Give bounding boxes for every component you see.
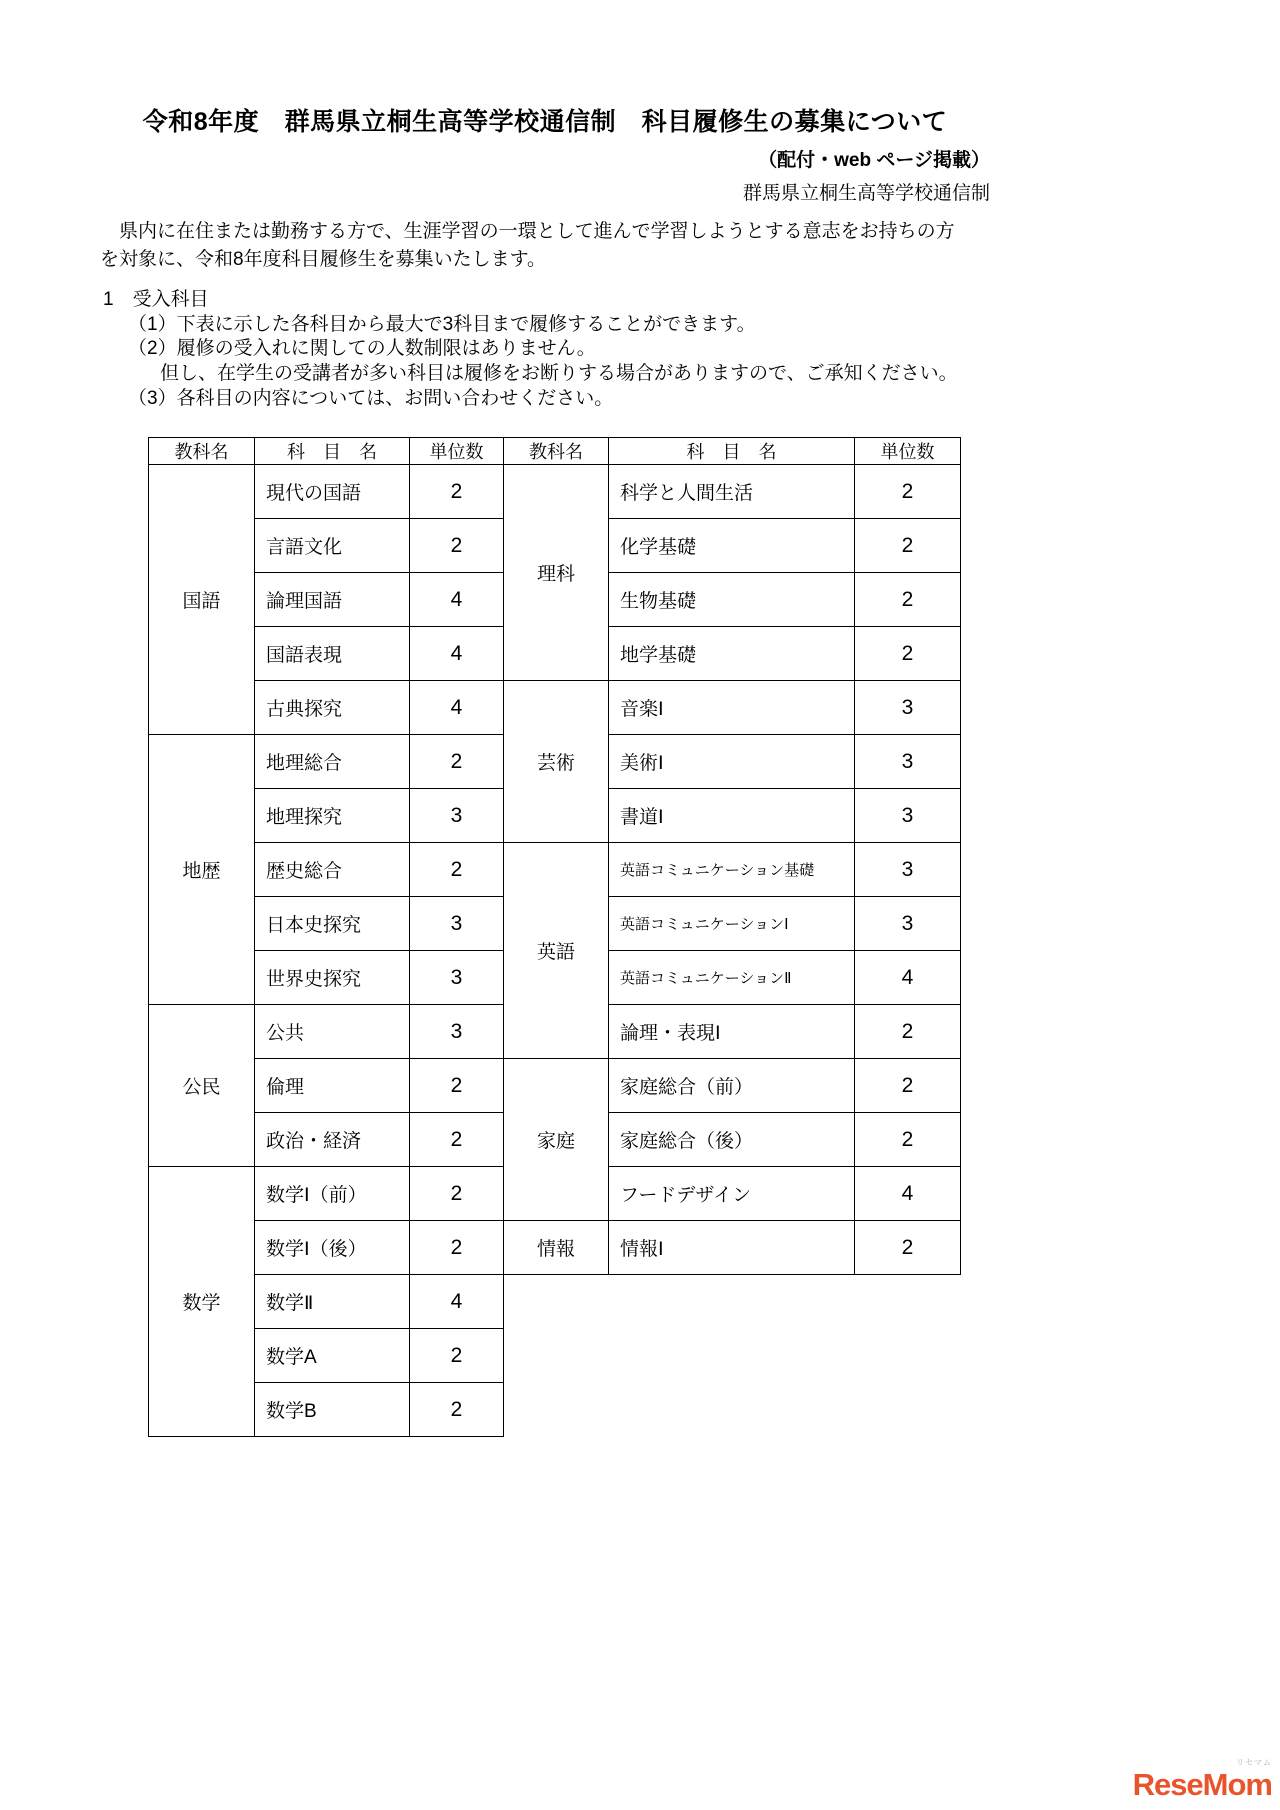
credits-cell: 3 [410, 1005, 504, 1059]
credits-cell: 2 [410, 1329, 504, 1383]
page-title: 令和8年度 群馬県立桐生高等学校通信制 科目履修生の募集について [142, 108, 948, 136]
category-cell: 英語 [504, 843, 609, 1059]
credits-cell: 2 [855, 1005, 961, 1059]
category-cell: 情報 [504, 1221, 609, 1275]
subject-cell: 英語コミュニケーション基礎 [609, 843, 855, 897]
credits-cell: 2 [855, 573, 961, 627]
watermark [1133, 1759, 1272, 1800]
intro-line-2: を対象に、令和8年度科目履修生を募集いたします。 [100, 249, 547, 270]
subject-cell: 地理探究 [255, 789, 410, 843]
subject-cell: フードデザイン [609, 1167, 855, 1221]
watermark-caption: リセマム [1236, 1758, 1272, 1767]
credits-cell: 2 [855, 1113, 961, 1167]
subject-cell: 地学基礎 [609, 627, 855, 681]
category-cell: 公民 [149, 1005, 255, 1167]
credits-cell: 2 [855, 519, 961, 573]
credits-cell: 3 [855, 897, 961, 951]
section-1-heading: 1 受入科目 [103, 289, 209, 310]
section-1-item-2-note: 但し、在学生の受講者が多い科目は履修をお断りする場合がありますので、ご承知ください。 [160, 363, 958, 385]
empty-cell [504, 1275, 961, 1437]
course-table-wrap [148, 437, 961, 1437]
credits-cell: 4 [410, 627, 504, 681]
subject-cell: 論理国語 [255, 573, 410, 627]
subject-cell: 言語文化 [255, 519, 410, 573]
subject-cell: 化学基礎 [609, 519, 855, 573]
table-header-cell: 科 目 名 [609, 438, 855, 465]
subject-cell: 世界史探究 [255, 951, 410, 1005]
credits-cell: 2 [410, 1383, 504, 1437]
credits-cell: 2 [855, 465, 961, 519]
subject-cell: 数学Ⅱ [255, 1275, 410, 1329]
credits-cell: 3 [410, 789, 504, 843]
table-header-cell: 教科名 [149, 438, 255, 465]
table-row [149, 1059, 961, 1113]
credits-cell: 3 [855, 843, 961, 897]
subject-cell: 日本史探究 [255, 897, 410, 951]
section-1 [103, 288, 995, 412]
credits-cell: 4 [855, 1167, 961, 1221]
course-table [148, 437, 961, 1437]
table-header-cell: 科 目 名 [255, 438, 410, 465]
credits-cell: 4 [855, 951, 961, 1005]
credits-cell: 2 [855, 627, 961, 681]
subject-cell: 音楽Ⅰ [609, 681, 855, 735]
subject-cell: 家庭総合（前） [609, 1059, 855, 1113]
subject-cell: 情報Ⅰ [609, 1221, 855, 1275]
intro-line-1: 県内に在住または勤務する方で、生涯学習の一環として進んで学習しようとする意志をお持ちの方 [119, 221, 955, 242]
credits-cell: 2 [410, 465, 504, 519]
credits-cell: 2 [855, 1221, 961, 1275]
table-header-cell: 単位数 [410, 438, 504, 465]
credits-cell: 4 [410, 681, 504, 735]
table-header-cell: 単位数 [855, 438, 961, 465]
table-row [149, 681, 961, 735]
credits-cell: 3 [855, 681, 961, 735]
subject-cell: 科学と人間生活 [609, 465, 855, 519]
credits-cell: 3 [855, 735, 961, 789]
table-row [149, 1275, 961, 1329]
subject-cell: 書道Ⅰ [609, 789, 855, 843]
credits-cell: 2 [410, 843, 504, 897]
resemom-logo-text: ReseMom [1132, 1767, 1272, 1802]
category-cell: 数学 [149, 1167, 255, 1437]
document-header [100, 102, 990, 205]
subject-cell: 政治・経済 [255, 1113, 410, 1167]
category-cell: 家庭 [504, 1059, 609, 1221]
subject-cell: 数学Ⅰ（前） [255, 1167, 410, 1221]
subject-cell: 英語コミュニケーションⅡ [609, 951, 855, 1005]
subject-cell: 数学A [255, 1329, 410, 1383]
category-cell: 国語 [149, 465, 255, 735]
credits-cell: 3 [410, 897, 504, 951]
credits-cell: 3 [410, 951, 504, 1005]
subject-cell: 生物基礎 [609, 573, 855, 627]
category-cell: 地歴 [149, 735, 255, 1005]
table-row [149, 1221, 961, 1275]
table-header-cell: 教科名 [504, 438, 609, 465]
subject-cell: 古典探究 [255, 681, 410, 735]
credits-cell: 2 [410, 735, 504, 789]
credits-cell: 2 [410, 1167, 504, 1221]
section-1-item-2: （2）履修の受入れに関しての人数制限はありません。 [128, 338, 596, 360]
subject-cell: 倫理 [255, 1059, 410, 1113]
subject-cell: 歴史総合 [255, 843, 410, 897]
credits-cell: 4 [410, 1275, 504, 1329]
subject-cell: 現代の国語 [255, 465, 410, 519]
subject-cell: 国語表現 [255, 627, 410, 681]
intro-paragraph [100, 218, 992, 274]
credits-cell: 2 [410, 1059, 504, 1113]
subject-cell: 数学B [255, 1383, 410, 1437]
subject-cell: 数学Ⅰ（後） [255, 1221, 410, 1275]
subject-cell: 美術Ⅰ [609, 735, 855, 789]
distribution-note: （配付・web ページ掲載） [758, 150, 990, 171]
section-1-item-1: （1）下表に示した各科目から最大で3科目まで履修することができます。 [128, 313, 756, 335]
subject-cell: 英語コミュニケーションⅠ [609, 897, 855, 951]
subject-cell: 公共 [255, 1005, 410, 1059]
table-row [149, 843, 961, 897]
subject-cell: 家庭総合（後） [609, 1113, 855, 1167]
category-cell: 理科 [504, 465, 609, 681]
credits-cell: 2 [410, 1113, 504, 1167]
credits-cell: 2 [410, 1221, 504, 1275]
category-cell: 芸術 [504, 681, 609, 843]
school-name: 群馬県立桐生高等学校通信制 [742, 183, 990, 204]
subject-cell: 論理・表現Ⅰ [609, 1005, 855, 1059]
credits-cell: 3 [855, 789, 961, 843]
credits-cell: 2 [410, 519, 504, 573]
table-row [149, 465, 961, 519]
credits-cell: 4 [410, 573, 504, 627]
subject-cell: 地理総合 [255, 735, 410, 789]
credits-cell: 2 [855, 1059, 961, 1113]
section-1-item-3: （3）各科目の内容については、お問い合わせください。 [128, 387, 614, 409]
